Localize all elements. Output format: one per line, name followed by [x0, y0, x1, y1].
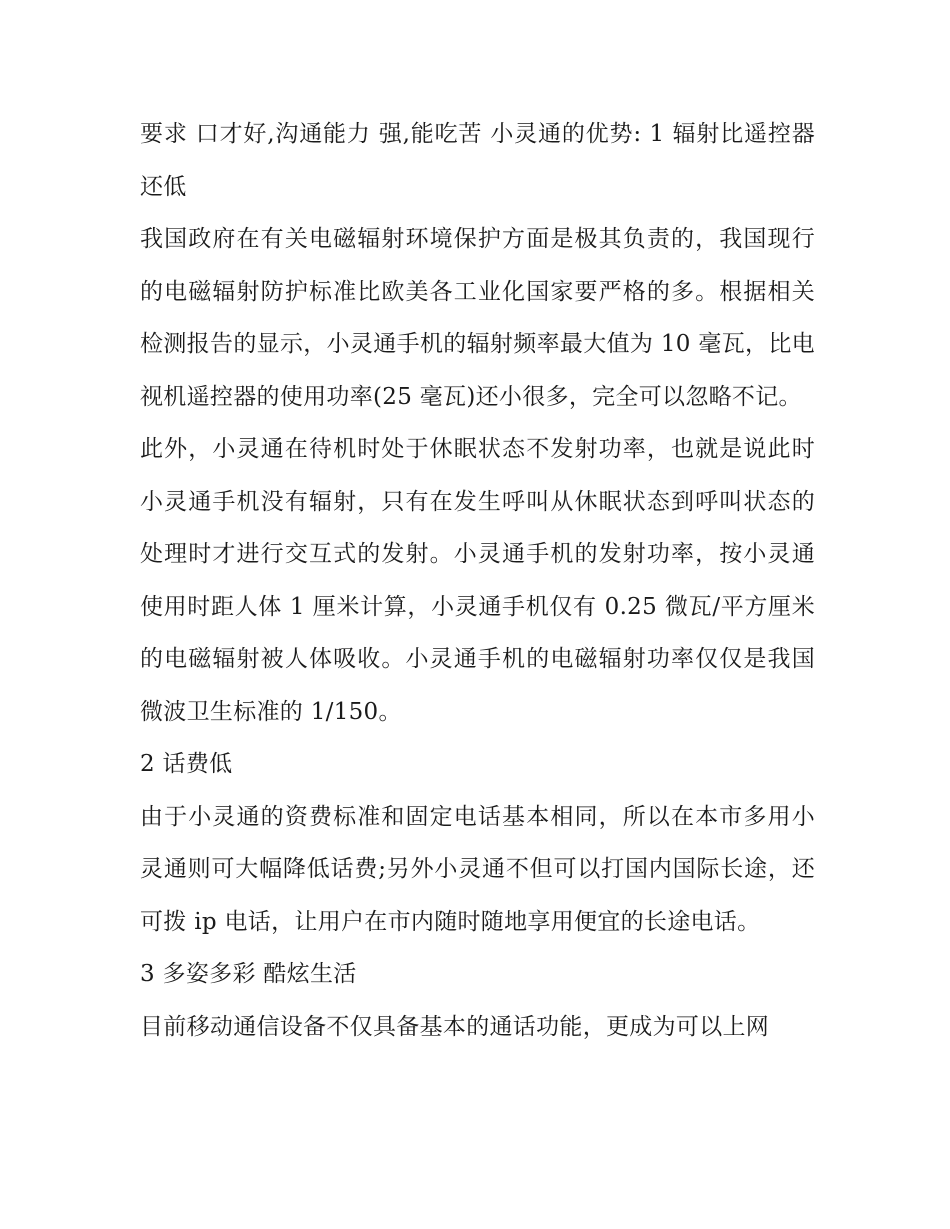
paragraph-standby: 此外，小灵通在待机时处于休眠状态不发射功率，也就是说此时小灵通手机没有辐射，只有在发生呼叫从休眠状态到呼叫状态的处理时才进行交互式的发射。小灵通手机的发射功率，按小灵通使用时距人体 1 厘米计算，小灵通手机仅有 0.25 微瓦/平方厘米的电磁辐射被人体吸收。小灵通手机的电磁辐射功率仅仅是我国微波卫生标准的 1/150。 — [140, 436, 815, 725]
heading-lifestyle: 3 多姿多彩 酷炫生活 — [140, 961, 357, 987]
paragraph-features: 目前移动通信设备不仅具备基本的通话功能，更成为可以上网 — [140, 1013, 770, 1040]
paragraph-cost: 由于小灵通的资费标准和固定电话基本相同，所以在本市多用小灵通则可大幅降低话费;另外小灵通不但可以打国内国际长途，还可拨 ip 电话，让用户在市内随时随地享用便宜的长途电话。 — [140, 803, 815, 935]
document-body — [140, 108, 815, 1053]
heading-low-cost: 2 话费低 — [140, 751, 233, 777]
paragraph-radiation-standard: 我国政府在有关电磁辐射环境保护方面是极其负责的，我国现行的电磁辐射防护标准比欧美各工业化国家要严格的多。根据相关检测报告的显示，小灵通手机的辐射频率最大值为 10 毫瓦，比电视机遥控器的使用功率(25 毫瓦)还小很多，完全可以忽略不记。 — [140, 226, 815, 410]
paragraph-intro: 要求 口才好,沟通能力 强,能吃苦 小灵通的优势: 1 辐射比遥控器还低 — [140, 121, 815, 200]
